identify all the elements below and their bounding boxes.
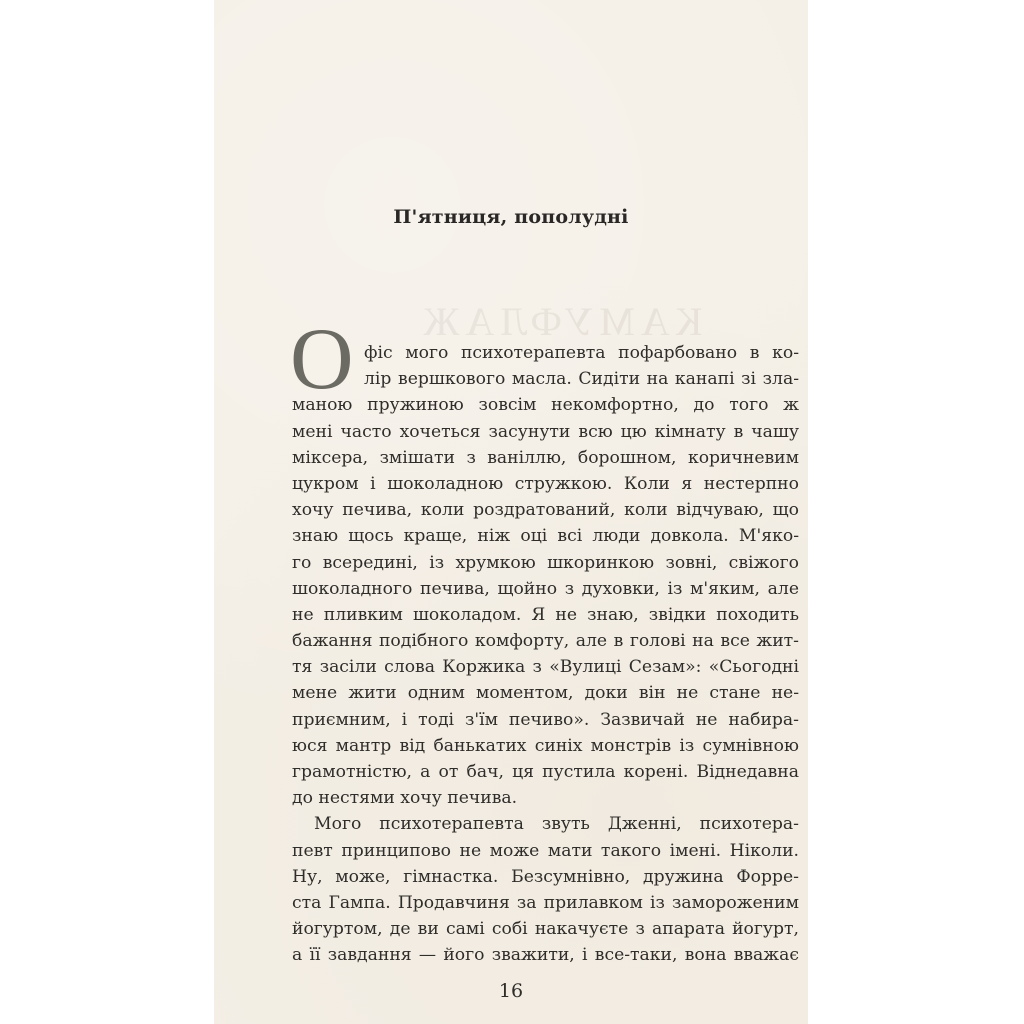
text-line: не пливким шоколадом. Я не знаю, звідки походить [292,604,799,625]
text-line: фіс мого психотерапевта пофарбовано в ко- [364,343,799,363]
text-line: хочу печива, коли роздратований, коли відчуваю, що [292,500,799,521]
text-line: ста Гампа. Продавчиня за прилавком із замороженим [292,892,799,913]
text-line: до нестями хочу печива. [292,788,518,809]
text-line: Мого психотерапевта звуть Дженні, психотера- [314,814,799,835]
text-line: міксера, змішати з ваніллю, борошном, коричневим [292,447,799,468]
text-line: мені часто хочеться засунути всю цю кімнату в чашу [292,421,799,442]
text-line: лір вершкового масла. Сидіти на канапі зі зла- [364,369,799,390]
text-line: тя засіли слова Коржика з «Вулиці Сезам»: «Сьогодні [292,657,799,678]
body-text [292,340,799,969]
text-line: маною пружиною зовсім некомфортно, до того ж [292,395,799,416]
text-line: певт принципово не може мати такого імені. Ніколи. [292,840,799,861]
text-line: йогуртом, де ви самі собі накачуєте з апарата йогурт, [292,919,799,940]
text-line: бажання подібного комфорту, але в голові на все жит- [292,631,799,652]
page-number: 16 [498,980,524,1002]
text-line: шоколадного печива, щойно з духовки, із м'яким, але [292,578,799,599]
text-line: цукром і шоколадною стружкою. Коли я нестерпно [292,473,799,494]
text-line: приємним, і тоді з'їм печиво». Зазвичай не набира- [292,709,799,730]
text-line: Ну, може, гімнастка. Безсумнівно, дружина Форре- [292,866,799,887]
chapter-title: П'ятниця, пополудні [393,206,629,228]
text-line: мене жити одним моментом, доки він не стане не- [292,683,799,704]
drop-cap: О [290,311,354,408]
text-line: грамотністю, а от бач, ця пустила корені. Віднедавна [292,762,799,782]
text-line: знаю щось краще, ніж оці всі люди довкола. М'яко- [292,526,799,547]
text-line: юся мантр від банькатих синіх монстрів із сумнівною [292,735,799,756]
text-line: а її завдання — його зважити, і все-таки, вона вважає [292,945,799,966]
text-line: го всередині, із хрумкою шкоринкою зовні, свіжого [292,552,799,573]
